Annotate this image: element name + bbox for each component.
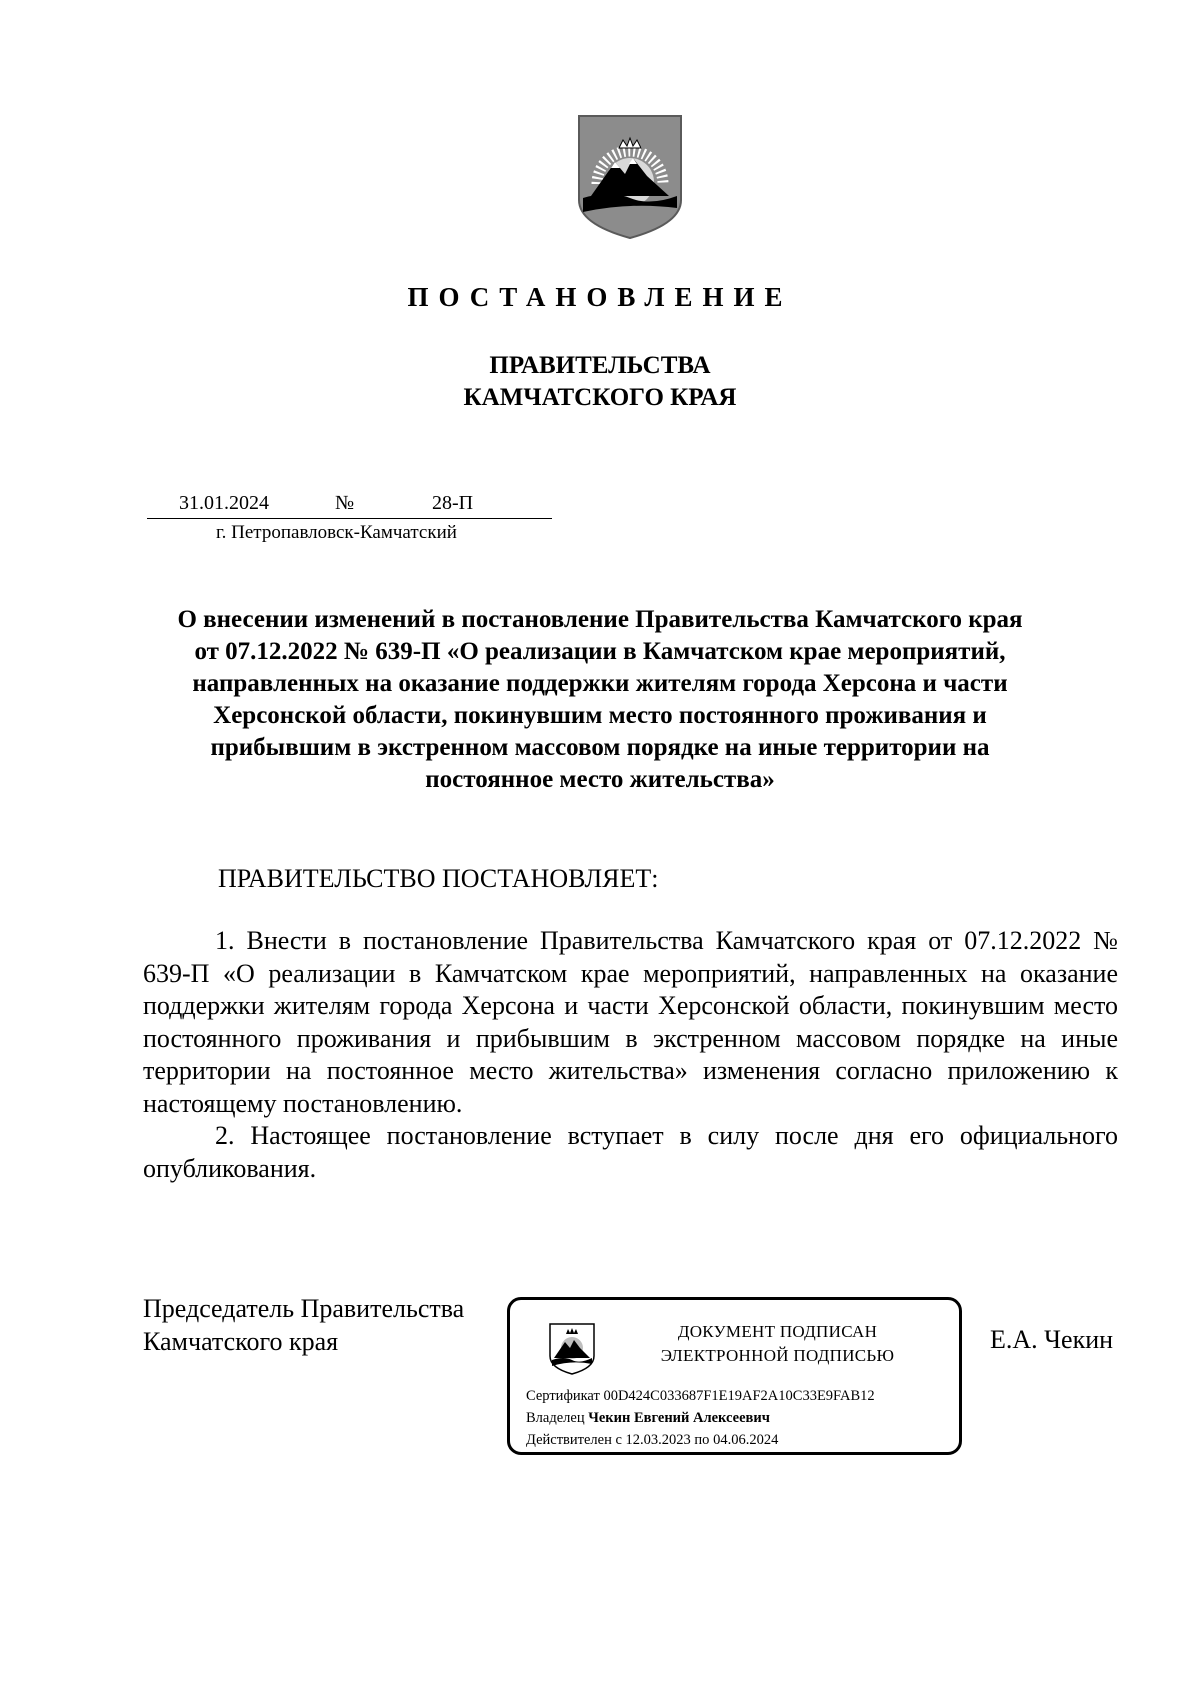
document-subject <box>120 604 1080 796</box>
subject-line: О внесении изменений в постановление Правительства Камчатского края <box>177 606 1023 633</box>
body-paragraph-1: 1. Внести в постановление Правительства Камчатского края от 07.12.2022 № 639-П «О реализации в Камчатском крае мероприятий, направленных на оказание поддержки жителям города Херсона и части Херсонской области, покинувшим место постоянного проживания и прибывшим в экстренном массовом порядке на иные территории на постоянное место жительства» изменения согласно приложению к настоящему постановлению. <box>143 926 1118 1118</box>
stamp-title-line-2: ЭЛЕКТРОННОЙ ПОДПИСЬЮ <box>660 1346 895 1365</box>
validity-line <box>526 1432 778 1449</box>
owner-label: Владелец <box>526 1410 585 1426</box>
position-line-1: Председатель Правительства <box>143 1294 465 1323</box>
subject-line: прибывшим в экстренном массовом порядке на иные территории на <box>210 734 990 761</box>
resolution-heading: ПРАВИТЕЛЬСТВО ПОСТАНОВЛЯЕТ: <box>218 864 659 893</box>
electronic-signature-stamp <box>507 1297 962 1455</box>
date-number-line <box>147 492 552 519</box>
valid-to-label: по <box>694 1432 710 1448</box>
subject-line: Херсонской области, покинувшим место постоянного проживания и <box>213 702 987 729</box>
signer-name: Е.А. Чекин <box>990 1325 1114 1354</box>
owner-value: Чекин Евгений Алексеевич <box>588 1410 770 1426</box>
stamp-title-line-1: ДОКУМЕНТ ПОДПИСАН <box>677 1322 878 1341</box>
issuer-line-2: КАМЧАТСКОГО КРАЯ <box>463 384 737 411</box>
body-paragraph-2: 2. Настоящее постановление вступает в силу после дня его официального опубликования. <box>143 1121 1118 1183</box>
document-type-title: ПОСТАНОВЛЕНИЕ <box>407 282 793 312</box>
certificate-value: 00D424C033687F1E19AF2A10C33E9FAB12 <box>603 1388 875 1404</box>
number-sign: № <box>335 492 355 514</box>
certificate-label: Сертификат <box>526 1388 600 1404</box>
document-body <box>143 925 1118 1185</box>
certificate-line <box>526 1388 875 1405</box>
subject-line: направленных на оказание поддержки жителям города Херсона и части <box>192 670 1008 697</box>
subject-line: постоянное место жительства» <box>425 766 775 793</box>
position-line-2: Камчатского края <box>143 1327 339 1356</box>
document-city: г. Петропавловск-Камчатский <box>216 522 457 543</box>
stamp-coat-of-arms-icon <box>546 1320 598 1376</box>
document-number: 28-П <box>432 492 474 514</box>
signatory-position <box>143 1292 464 1358</box>
subject-line: от 07.12.2022 № 639-П «О реализации в Камчатском крае мероприятий, <box>194 638 1006 665</box>
valid-label: Действителен с <box>526 1432 622 1448</box>
valid-from: 12.03.2023 <box>625 1432 691 1448</box>
stamp-title <box>610 1320 945 1368</box>
owner-line <box>526 1410 770 1427</box>
issuer-line-1: ПРАВИТЕЛЬСТВА <box>489 352 711 379</box>
valid-to: 04.06.2024 <box>713 1432 779 1448</box>
kamchatka-coat-of-arms-icon <box>575 112 685 242</box>
document-date: 31.01.2024 <box>179 492 269 514</box>
